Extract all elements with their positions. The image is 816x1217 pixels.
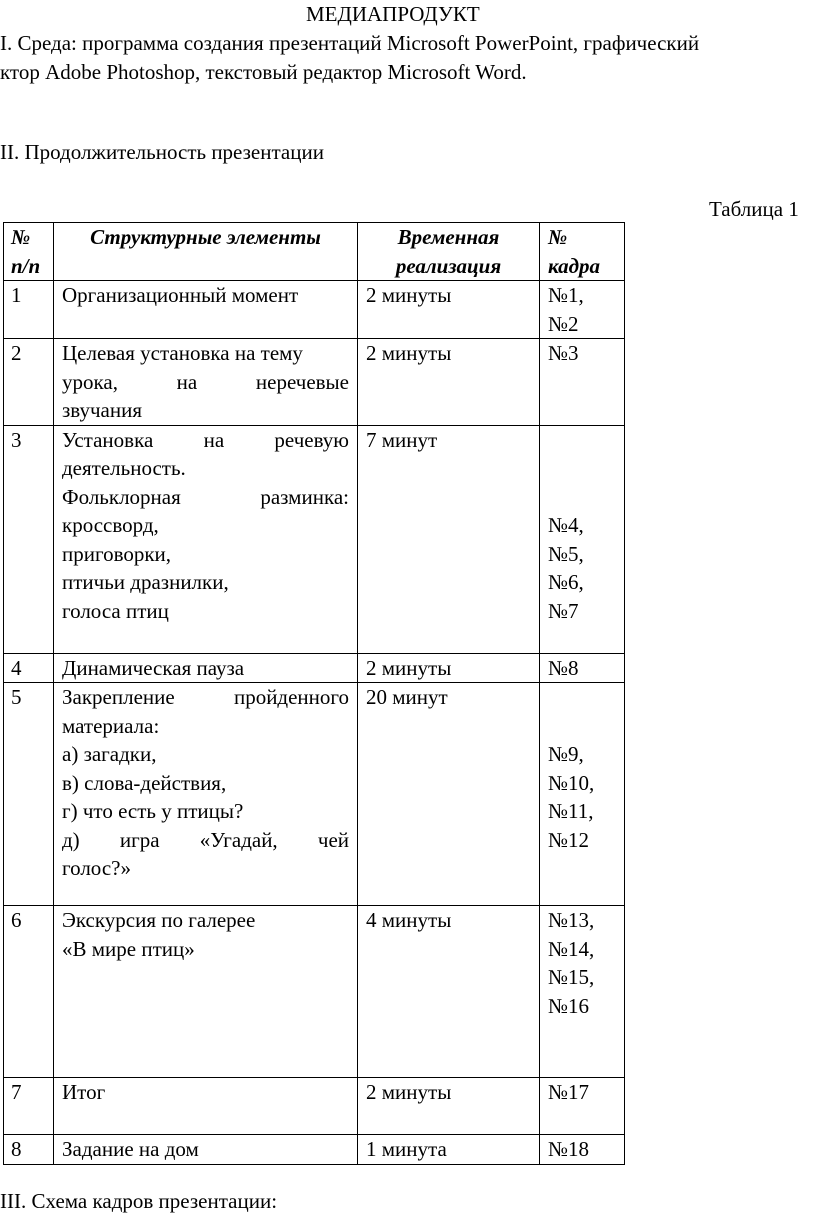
header-time <box>358 223 540 281</box>
document-title: МЕДИАПРОДУКТ <box>306 2 480 26</box>
presentation-structure-table <box>3 222 625 1165</box>
row-element <box>54 1078 358 1135</box>
header-time-line-1: Временная <box>397 225 500 249</box>
row-element-line: Установка на речевую <box>62 427 349 452</box>
row-frames <box>540 683 625 906</box>
row-frame: №7 <box>548 598 579 623</box>
row-element-line: а) загадки, <box>62 742 157 766</box>
row-element-line: Фольклорная разминка: <box>62 484 349 509</box>
row-element <box>54 1135 358 1165</box>
frames-scheme-heading: III. Схема кадров презентации: <box>0 1189 278 1213</box>
row-frame: №3 <box>548 341 579 365</box>
row-frame: №6, <box>548 570 584 594</box>
row-element <box>54 906 358 1078</box>
row-element <box>54 683 358 906</box>
row-number: 3 <box>4 425 54 653</box>
row-element-line: голос?» <box>62 856 131 880</box>
header-number-line-2: п/п <box>11 253 41 278</box>
row-frame: №15, <box>548 965 595 989</box>
row-element-line: деятельность. <box>62 456 186 480</box>
row-frames <box>540 906 625 1078</box>
row-frame: №4, <box>548 513 584 537</box>
row-element <box>54 281 358 339</box>
row-frame: №8 <box>548 655 579 680</box>
row-time: 7 минут <box>358 425 540 653</box>
row-number: 6 <box>4 906 54 1078</box>
row-number: 8 <box>4 1135 54 1165</box>
row-frame: №18 <box>548 1137 590 1161</box>
row-element-line: птичьи дразнилки, <box>62 570 229 594</box>
environment-paragraph-line-1: I. Среда: программа создания презентаций Microsoft PowerPoint, графический <box>0 31 700 55</box>
duration-heading: II. Продолжительность презентации <box>0 140 324 164</box>
row-number: 4 <box>4 653 54 683</box>
row-frame: №13, <box>548 908 595 932</box>
row-frame: №17 <box>548 1080 590 1104</box>
row-element-line: д) игра «Угадай, чей <box>62 827 349 852</box>
header-elements <box>54 223 358 281</box>
row-element-line: урока, на неречевые <box>62 369 349 394</box>
table-row <box>4 425 625 653</box>
row-number: 2 <box>4 339 54 426</box>
row-element-line: в) слова-действия, <box>62 770 227 795</box>
header-frame-line-2: кадра <box>548 253 601 278</box>
row-frame: №5, <box>548 541 584 566</box>
header-number <box>4 223 54 281</box>
environment-paragraph-line-2: ктор Adobe Photoshop, текстовый редактор Microsoft Word. <box>0 60 527 84</box>
row-number: 5 <box>4 683 54 906</box>
table-row <box>4 1078 625 1135</box>
row-element-line: звучания <box>62 398 143 422</box>
row-frame: №2 <box>548 311 579 336</box>
header-time-line-2: реализация <box>395 253 502 278</box>
header-frame-line-1: № <box>548 225 568 249</box>
row-frames <box>540 1078 625 1135</box>
row-frame: №14, <box>548 936 595 961</box>
table-row <box>4 1135 625 1165</box>
row-element-line: приговорки, <box>62 541 172 566</box>
table-row <box>4 339 625 426</box>
table-row <box>4 906 625 1078</box>
header-frame <box>540 223 625 281</box>
row-frame: №16 <box>548 993 590 1018</box>
table-row <box>4 683 625 906</box>
header-elements-text: Структурные элементы <box>90 225 321 249</box>
row-frames <box>540 339 625 426</box>
row-element <box>54 339 358 426</box>
row-element-line: голоса птиц <box>62 598 169 623</box>
row-frames <box>540 281 625 339</box>
row-frame: №11, <box>548 799 594 823</box>
row-time: 20 минут <box>358 683 540 906</box>
row-element-line: г) что есть у птицы? <box>62 799 244 823</box>
row-element-line: кроссворд, <box>62 513 159 537</box>
row-element-line: Закрепление пройденного <box>62 685 349 709</box>
row-element-line: Задание на дом <box>62 1137 199 1161</box>
row-frames <box>540 425 625 653</box>
row-element <box>54 653 358 683</box>
table-row <box>4 653 625 683</box>
row-time: 2 минуты <box>358 281 540 339</box>
row-time: 4 минуты <box>358 906 540 1078</box>
header-number-line-1: № <box>11 225 31 249</box>
row-element-line: Итог <box>62 1080 106 1104</box>
row-frame: №9, <box>548 742 584 766</box>
row-time: 2 минуты <box>358 1078 540 1135</box>
row-number: 1 <box>4 281 54 339</box>
row-element-line: Организационный момент <box>62 283 299 307</box>
row-time: 2 минуты <box>358 339 540 426</box>
row-element-line: Экскурсия по галерее <box>62 908 256 932</box>
row-element-line: Динамическая пауза <box>62 655 245 680</box>
table-caption: Таблица 1 <box>709 197 799 221</box>
row-time: 1 минута <box>358 1135 540 1165</box>
row-frame: №10, <box>548 770 595 795</box>
row-element-line: Целевая установка на тему <box>62 341 303 365</box>
row-element <box>54 425 358 653</box>
table-row <box>4 281 625 339</box>
row-frames <box>540 1135 625 1165</box>
row-frames <box>540 653 625 683</box>
row-element-line: материала: <box>62 713 160 738</box>
row-time: 2 минуты <box>358 653 540 683</box>
row-frame: №1, <box>548 283 584 307</box>
row-element-line: «В мире птиц» <box>62 936 195 961</box>
row-number: 7 <box>4 1078 54 1135</box>
table-header-row <box>4 223 625 281</box>
row-frame: №12 <box>548 827 590 852</box>
